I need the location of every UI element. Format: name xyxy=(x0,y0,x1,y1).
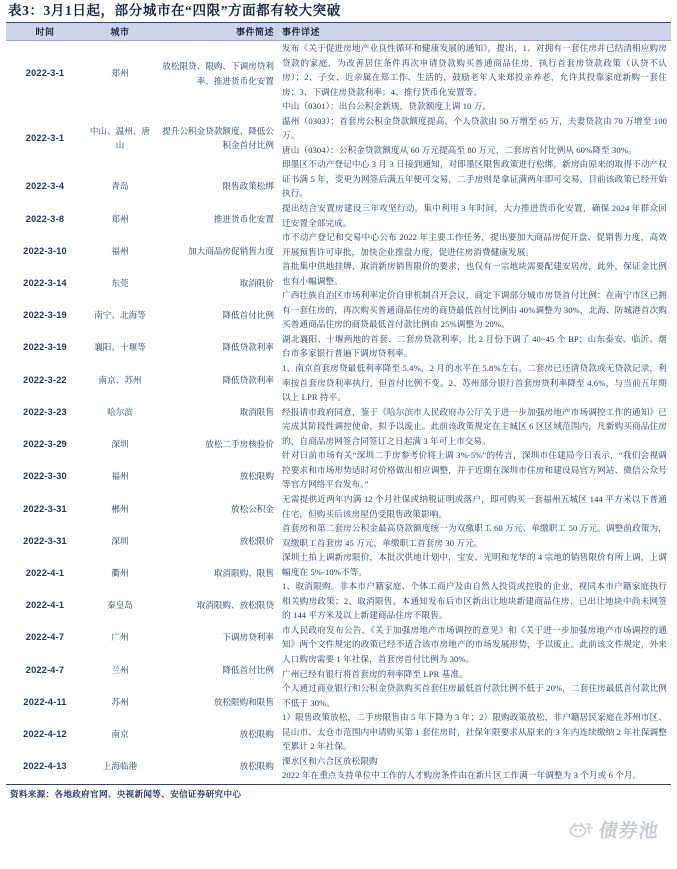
detail-paragraph: 唐山（0304）：公积金贷款额度从 60 万元提高至 80 万元，二套房首付比例从 60%降至 30%。 xyxy=(282,144,637,155)
cell-brief: 降低贷款利率 xyxy=(222,374,274,385)
cell-brief: 降低首付比例 xyxy=(222,310,274,321)
cell-time: 2022-4-1 xyxy=(25,568,65,578)
cell-brief: 放松公积金 xyxy=(231,503,274,514)
cell-brief: 放松限贷、限购、下调房贷利率、推进货币化安置 xyxy=(162,61,274,86)
cell-brief: 限售政策松绑 xyxy=(222,181,274,192)
cell-city: 苏州 xyxy=(111,696,129,707)
cell-time: 2022-3-10 xyxy=(23,245,67,256)
cell-city: 郴州 xyxy=(111,503,129,514)
column-header-detail: 事件详述 xyxy=(278,23,671,41)
cell-city: 郑州 xyxy=(111,68,129,79)
cell-city: 郑州 xyxy=(111,213,129,224)
cell-time: 2022-4-7 xyxy=(25,632,65,643)
cell-time: 2022-3-8 xyxy=(25,213,65,224)
cell-brief: 降低贷款利率 xyxy=(222,342,274,353)
page-title: 表3：3月1日起，部分城市在“四限”方面都有较大突破 xyxy=(8,3,341,18)
detail-paragraph: 市不动产登记和交易中心公布 2022 年主要工作任务，提出要加大商品房促开盘、促销售力度，高效开展预售许可审批，加快企业推盘力度，促进住房消费健康发展。 xyxy=(282,232,667,257)
cell-time: 2022-3-31 xyxy=(23,535,67,546)
detail-paragraph: 1、取消限购。非本市户籍家庭、个体工商户及由自然人投资或控股的企业，视同本市户籍家庭执行相关购房政策；2、取消限售。本通知发布后市区新出让地块新建商品住房、已出让地块中尚未网签的 144 平方米及以上新建商品住房不限售。 xyxy=(282,581,667,621)
cell-brief: 取消限售 xyxy=(239,406,274,417)
cell-brief: 放松限购 xyxy=(239,761,274,772)
cell-city: 襄阳、十堰等 xyxy=(94,342,146,353)
watermark xyxy=(569,816,659,843)
cell-city: 东莞 xyxy=(111,278,129,289)
detail-paragraph: 首批集中供地挂牌，取消新房销售限价的要求，也仅有一宗地块需要配建安居房，此外，保证金比例也有小幅调整。 xyxy=(282,261,667,286)
cell-city: 秦皇岛 xyxy=(107,600,133,611)
cell-city: 上海临港 xyxy=(102,761,138,772)
cell-brief: 取消限购、限售 xyxy=(213,568,274,578)
column-header-time: 时间 xyxy=(6,23,84,41)
detail-paragraph: 中山（0301）：出台公积金新规，贷款额度上调 10 万。 xyxy=(282,101,492,112)
cell-city: 哈尔滨 xyxy=(107,406,133,417)
cell-city: 广州 xyxy=(111,632,129,643)
detail-paragraph: 即墨区不动产登记中心 3 月 3 日接到通知，对即墨区限售政策进行松绑，新房由原来的取得不动产权证书满 5 年，变更为网签后满五年便可交易，二手房则是拿证满两年即可交易，目前该政策已经开始执行。 xyxy=(282,159,667,199)
cell-city: 衢州 xyxy=(111,568,129,578)
source-note: 资料来源：各地政府官网、央视新闻等、安信证券研究中心 xyxy=(10,788,242,799)
column-header-city: 城市 xyxy=(84,23,156,41)
detail-paragraph: 发布《关于促进房地产业良性循环和健康发展的通知》，提出，1、对拥有一套住房并已结清相应购房贷款的家庭，为改善居住条件再次申请贷款购买普通商品住房，执行首套房贷款政策（认贷不认房）；2、子女、近亲属在郑工作、生活的，鼓励老年人来郑投亲养老，允许其投靠家庭新购一套住房；3、下调住房贷款利率；4、推行货币化安置等。 xyxy=(282,43,667,97)
cell-time: 2022-3-30 xyxy=(23,471,67,482)
table-row xyxy=(6,41,671,107)
detail-paragraph: 湖北襄阳、十堰两地的首套、二套房贷款利率，比 2 月份下调了 40~45 个 BP；山东泰安、临沂、烟台市多家银行普遍下调房贷利率。 xyxy=(282,333,667,359)
detail-paragraph: 广州已经有银行将首套房的利率降至 LPR 基准。 xyxy=(282,668,468,679)
detail-paragraph: 市人民政府发布公告，《关于加强房地产市场调控的意见》和《关于进一步加强房地产市场调控的通知》两个文件规定的政策已经不适合该市房地产的市场发展形势，予以废止。此前该文件规定，外来人口购房需要 1 年社保，首套房首付比例为 30%。 xyxy=(282,624,667,664)
cell-city: 福州 xyxy=(111,471,129,482)
detail-paragraph: 经报请市政府同意，鉴于《哈尔滨市人民政府办公厅关于进一步加强房地产市场调控工作的通知》已完成其阶段性调控使命，拟予以废止。此前该政策规定在主城区 6 区区域范围内，凡新购买商品住房的，自商品房网签合同签订之日起满 3 年可上市交易。 xyxy=(282,406,667,446)
cell-time: 2022-3-31 xyxy=(23,503,67,514)
cell-time: 2022-3-1 xyxy=(25,133,65,144)
cell-brief: 放松限购和限售 xyxy=(213,696,274,707)
cell-time: 2022-3-19 xyxy=(23,342,67,353)
detail-paragraph: 溧水区和六合区放松限购 xyxy=(282,755,378,766)
cell-time: 2022-3-4 xyxy=(25,181,65,192)
cell-detail-flow xyxy=(278,41,671,783)
detail-paragraph: 提出结合安置房建设三年攻坚行动，集中利用 3 年时间，大力推进货币化安置，确保 2024 年群众回迁安置全部完成。 xyxy=(282,203,667,228)
cell-city: 兰州 xyxy=(111,664,129,675)
cell-city: 南京 xyxy=(111,729,129,740)
cell-time: 2022-4-13 xyxy=(23,761,67,772)
cell-city: 南宁、北海等 xyxy=(94,310,146,321)
cell-brief: 推进货币化安置 xyxy=(213,213,274,224)
cell-time: 2022-3-19 xyxy=(23,310,67,321)
detail-paragraph: 广西壮族自治区市场利率定价自律机制召开会议，商定下调部分城市房贷首付比例：在南宁市区已拥有一套住房的，再次购买普通商品住房的商贷最低首付比例由 40%调整为 30%，北海、防城港首次购买普通商品住房的商贷最低首付款比例由 25%调整为 20%。 xyxy=(282,290,667,330)
watermark-logo-icon xyxy=(569,821,595,838)
detail-paragraph: 针对日前市场有关“深圳二手房参考价将上调 3%-5%”的传言，深圳市住建局今日表示，“我们会视调控要求和市场形势适时对价格做出相应调整，并于近期在深圳市住房和建设局官方网站、微信公众号等官方网络平台发布。” xyxy=(282,450,667,490)
detail-paragraph: 无需提供近两年内满 12 个月社保或纳税证明或落户，即可购买一套福州五城区 144 平方米以下普通住宅，但购买后该房屋仍受限售政策影响。 xyxy=(282,493,667,519)
cell-city: 深圳 xyxy=(111,439,129,450)
cell-city: 福州 xyxy=(111,245,129,256)
detail-paragraph: 个人通过商业银行和公积金贷款购买首套住房最低首付款比例不低于 20%，二套住房最低首付款比例不低于 30%。 xyxy=(282,683,667,708)
cell-brief: 加大商品房促销售力度 xyxy=(188,245,274,256)
cell-time: 2022-4-7 xyxy=(25,664,65,675)
detail-paragraph: 首套房和第二套房公积金最高贷款额度统一为双缴职工 60 万元、单缴职工 50 万元。调整前政策为，双缴职工首套房 45 万元，单缴职工首套房 30 万元。 xyxy=(282,523,667,548)
table-header-row xyxy=(6,23,671,41)
detail-paragraph: 温州（0303）：首套房公积金贷款额度提高，个人贷款由 50 万增至 65 万，夫妻贷款由 70 万增至 100 万。 xyxy=(282,115,667,141)
cell-time: 2022-4-12 xyxy=(23,729,67,740)
cell-brief: 降低首付比例 xyxy=(222,664,274,675)
cell-brief: 下调房贷利率 xyxy=(222,632,274,643)
table-body xyxy=(6,41,671,783)
cell-time: 2022-3-22 xyxy=(23,374,67,385)
cell-time: 2022-3-14 xyxy=(23,278,67,289)
cell-city: 青岛 xyxy=(111,181,129,192)
detail-paragraph: 深圳土拍上调新房限价，本批次供地计划中，宝安、光明和龙华的 4 宗地的销售限价有所上调，上调幅度在 5%-10%不等。 xyxy=(282,552,667,577)
cell-time: 2022-3-23 xyxy=(23,406,67,417)
cell-time: 2022-3-29 xyxy=(23,439,67,450)
cell-city: 南京、苏州 xyxy=(98,374,142,385)
watermark-label: 债券池 xyxy=(597,821,661,842)
policy-table xyxy=(6,22,671,783)
cell-time: 2022-4-11 xyxy=(23,696,67,707)
cell-brief: 取消限价 xyxy=(239,278,274,289)
column-header-brief: 事件简述 xyxy=(156,23,278,41)
cell-city: 中山、温州、唐山 xyxy=(89,125,151,151)
detail-paragraph: 2022 年在重点支持单位中工作的人才购房条件由在新片区工作满一年调整为 3 个月或 6 个月。 xyxy=(282,770,642,781)
cell-brief: 放松二手房核验价 xyxy=(205,439,274,450)
cell-brief: 放松限购 xyxy=(239,729,274,740)
cell-city: 深圳 xyxy=(111,535,129,546)
table-header xyxy=(6,23,671,41)
cell-brief: 放松限价 xyxy=(239,535,274,546)
cell-brief: 放松限购 xyxy=(239,471,274,482)
detail-paragraph: 1、南京首套房贷最低利率降至 5.4%，2 月的水平在 5.8%左右。二套房已还清贷款或无贷款记录，利率按首套房贷利率执行，但首付比例不变。2、苏州部分银行首套房贷利率降至 4.6%，与当前五年期以上 LPR 持平。 xyxy=(282,363,667,403)
cell-brief: 提升公积金贷款额度、降低公积金首付比例 xyxy=(162,125,274,151)
detail-paragraph: 1）限售政策放松，二手房限售由 5 年下降为 3 年；2）限购政策放松，非户籍居民家庭在苏州市区、昆山市、太仓市范围内申请购买第 1 套住房时，社保年限要求从原来的 3 年内连续缴纳 2 年社保调整至累计 2 年社保。 xyxy=(282,712,667,752)
cell-time: 2022-4-1 xyxy=(25,600,65,611)
cell-time: 2022-3-1 xyxy=(25,68,65,79)
cell-brief: 取消限购、放松限贷 xyxy=(196,600,274,611)
